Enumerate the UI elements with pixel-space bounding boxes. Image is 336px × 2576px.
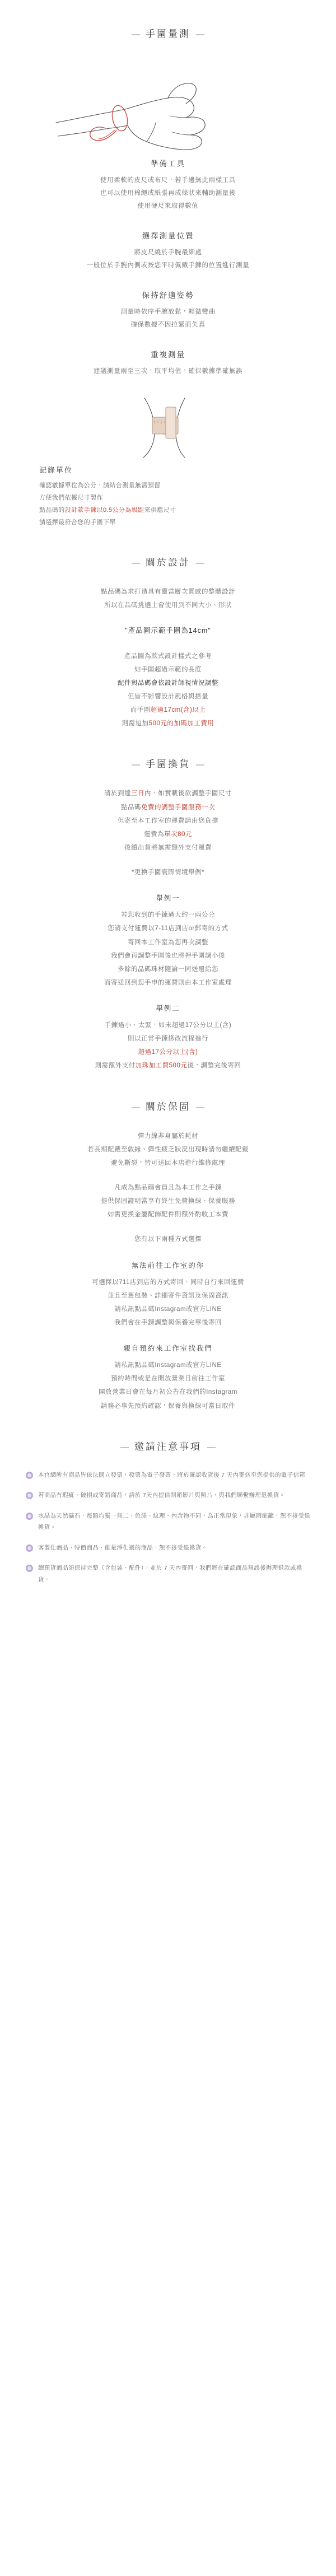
para-line: 如手圍超過示範的長度 [134, 666, 202, 673]
para-line: 但寄至本工作室的運費請由您負擔 [118, 817, 218, 824]
design-highlight-fee: 500元的加碼加工費用 [148, 720, 214, 727]
para-line: 您請支付運費以7-11店到店or郵寄的方式 [108, 925, 228, 932]
exchange-case-2-title: 舉例二 [156, 1005, 180, 1013]
para-line-emphasis: 配件與品碼會依設計師視情況調整 [118, 679, 218, 687]
para-line: 預約時間或是在開放營業日前往工作室 [111, 1375, 225, 1383]
hand-illustration [0, 57, 336, 152]
block-line: 測量時依序手腕放鬆，輕微彎曲 [120, 309, 216, 315]
list-item [26, 1469, 310, 1481]
para-line: 寄回本工作室為您再次調整 [128, 939, 208, 946]
section-heading-warranty-text: 關於保固 [146, 1101, 190, 1112]
para-line: 請務必事先預約確認，保養與換線可當日取件 [101, 1402, 235, 1410]
section-heading-design [0, 554, 336, 568]
note-highlight-text: 設計款手鍊以0.5公分為級距 [64, 507, 144, 514]
list-item [26, 1490, 310, 1501]
para-line: 後續出貨將無需額外支付運費 [124, 844, 212, 851]
warranty-paragraph-1 [0, 1130, 336, 1170]
para-line: 我們會在手鍊調整與保養完畢後寄回 [114, 1319, 222, 1327]
page-root [0, 26, 336, 1585]
para-line: 開放營業日會在每月初公告在我們的Instagram [99, 1389, 237, 1396]
exchange-case-1-body [0, 908, 336, 990]
dash-right: — [196, 30, 204, 39]
dash-right: — [196, 1102, 204, 1112]
exchange-case-2-body [0, 1019, 336, 1073]
block-line: 建議測量兩至三次，取平均值，確保數據準確無誤 [93, 368, 243, 375]
exchange-highlight-days: 三日內 [131, 790, 151, 797]
para-line: 所以在品碼挑選上會使用到不同大小、形狀 [104, 602, 232, 609]
para-line: *更換手圍寰際情境舉例* [132, 869, 204, 876]
dash-left: — [132, 558, 140, 568]
design-quote [0, 623, 336, 638]
para-line: 但皆不影響設計風格與搭量 [128, 693, 208, 700]
list-item-text: 水晶為天然礦石，每顆均獨一無二、色澤、紋理、內含物不同，為正常現象，非屬瑕疵籲，恕不接受退換貨。 [38, 1512, 310, 1531]
warranty-sub-visit-body [0, 1359, 336, 1413]
exchange-examples-label [0, 866, 336, 879]
note-line: 請選擇最符合您的手圍下單 [39, 519, 116, 526]
exchange-paragraph-1 [0, 787, 336, 855]
note-title-record-unit: 記錄單位 [39, 466, 73, 474]
para-line: 並且至舊包裝、詳細寄件資訊及保固資訊 [108, 1292, 228, 1299]
para-line: 若長期配戴至敦緣、彈性疲乏狀況出現時請勿繼續配戴 [87, 1146, 249, 1153]
block-line: 一般位於手腕內側或按您平時佩戴手鍊的位置進行測量 [86, 262, 250, 269]
block-prepare-tools [0, 157, 336, 213]
section-heading-exchange [0, 756, 336, 770]
block-line: 將皮尺繞於手腕最細處 [134, 249, 202, 256]
list-item [26, 1562, 310, 1585]
block-title-measure-position: 選擇測量位置 [142, 232, 194, 240]
block-line: 使用硬尺來取得數值 [137, 203, 199, 209]
bullet-dot-icon [26, 1513, 33, 1520]
para-line: 提供保固證明當享有終生免費換線、保養服務 [101, 1198, 235, 1205]
dash-right: — [196, 558, 204, 568]
warranty-sub-visit-title: 親自預約來工作室找我們 [123, 1345, 213, 1353]
section-heading-measure [0, 26, 336, 40]
list-item-text: 總預貨商品須保持完整（含包裝、配件），並於 7 天內寄回，我們將在確認商品無誤後辦理退款或換貨。 [38, 1565, 302, 1583]
para-line-with-highlight: 請於到達三日內，如實載後欲調整手圍尺寸 [104, 790, 232, 797]
para-line: 可選擇以711店到店的方式寄回，同時自行來回運費 [92, 1278, 244, 1286]
para-line: 則以正常手鍊修改流程進行 [128, 1035, 208, 1043]
hand-illustration-svg [0, 57, 336, 152]
dash-left: — [132, 30, 140, 39]
para-line: 彈力線非身屬於耗材 [138, 1132, 198, 1140]
para-quote-line: "產品圖示範手圍為14cm" [125, 627, 211, 635]
section-heading-warranty [0, 1099, 336, 1113]
exchange-case-2-highlight-fee: 加珠加工費500元 [135, 1062, 188, 1070]
para-line: 避免斷裂，皆可送回本店進行維修處理 [111, 1159, 225, 1166]
para-line: 點品碼為求打造具有靈當層次質感的整體設計 [101, 589, 235, 595]
dash-right: — [207, 1442, 216, 1452]
para-line-with-highlight: 點品碼免費的調整手圍服務一次 [121, 804, 215, 811]
section-heading-measure-text: 手圍量測 [146, 29, 190, 39]
block-title-comfortable-posture: 保持舒適姿勢 [142, 291, 194, 300]
para-line: 凡成為點品碼會員且為本工作之手鍊 [114, 1184, 222, 1192]
para-line: 如需更換金屬配飾配件則額外酌收工本費 [108, 1211, 228, 1219]
warranty-paragraph-3 [0, 1233, 336, 1246]
block-line: 確保數據不因拉緊而失真 [130, 321, 206, 328]
bullet-dot-icon [26, 1492, 33, 1499]
warranty-paragraph-2 [0, 1181, 336, 1221]
block-title-repeat-measure: 重複測量 [151, 351, 185, 359]
section-heading-exchange-text: 手圍換貨 [146, 759, 190, 770]
wrist-tape-illustration [0, 395, 336, 462]
note-line: 方便我們依據尺寸製作 [39, 494, 103, 501]
list-item-text: 客製化商品、特價商品、能量淨化過的商品，恕不接受退換貨。 [38, 1544, 208, 1551]
dash-left: — [132, 760, 140, 770]
exchange-highlight-free-service: 免費的調整手圍服務一次 [141, 804, 215, 811]
dash-left: — [132, 1102, 140, 1112]
list-item-text: 本官網所有商品皆依法開立發票，發票為電子發票，將於確認收貨後 7 天內寄送至您提供的電子信箱 [38, 1471, 305, 1478]
note-line-highlight: 點品碼的設計款手鍊以0.5公分為級距來供應尺寸 [39, 507, 176, 514]
section-heading-notice-text: 邀請注意事項 [134, 1441, 202, 1452]
block-repeat-measure [0, 348, 336, 378]
exchange-case-2-highlight-length: 超過17公分以上(含) [138, 1049, 198, 1056]
section-heading-notice [0, 1439, 336, 1453]
bullet-dot-icon [26, 1565, 33, 1572]
para-line-with-highlight: 運費為單次80元 [144, 830, 192, 838]
design-paragraph-1 [0, 585, 336, 612]
para-line: 而寄送回到您手申的運費則由本工作室處理 [104, 979, 232, 986]
para-line-with-highlight: 則需追加500元的加碼加工費用 [122, 720, 214, 727]
notice-bullet-list [0, 1469, 336, 1585]
wrist-tape-illustration-svg [0, 395, 336, 462]
warranty-sub-remote-body [0, 1276, 336, 1330]
exchange-highlight-shipping-fee: 單次80元 [164, 830, 192, 838]
para-line: 產品圖為款式設計樣式之參考 [124, 652, 212, 660]
note-line: 確認數據單位為公分，請結合測量無需預留 [39, 482, 161, 489]
list-item [26, 1542, 310, 1553]
block-comfortable-posture [0, 289, 336, 332]
block-line: 也可以使用棉繩或紙張再成條狀來輔助測量後 [100, 190, 236, 197]
para-line: 若您收到的手鍊過大約一兩公分 [121, 912, 215, 919]
dash-left: — [120, 1442, 129, 1452]
design-highlight-length: 超過17cm(含)以上 [150, 707, 206, 714]
section-heading-design-text: 關於設計 [146, 557, 190, 568]
exchange-case-1-title: 舉例一 [156, 894, 180, 903]
bullet-dot-icon [26, 1544, 33, 1552]
para-line-with-highlight: 而手圍超過17cm(含)以上 [130, 707, 206, 714]
list-item [26, 1510, 310, 1533]
block-line: 使用柔軟的皮尺或布尺，若手邊無此兩樣工具 [100, 177, 236, 184]
para-line-with-highlight: 則需額外支付加珠加工費500元後，調整完後寄回 [95, 1062, 241, 1070]
note-record-unit [0, 464, 336, 529]
bullet-dot-icon [26, 1472, 33, 1479]
para-line: 請私訊點品碼Instagram或官方LINE [114, 1362, 222, 1369]
para-line: 我們會再調整手圍後也將押手圍調小後 [111, 952, 225, 959]
block-title-prepare-tools: 準備工具 [151, 160, 185, 168]
warranty-sub-remote-title: 無法前往工作室的你 [131, 1261, 205, 1270]
dash-right: — [196, 760, 204, 770]
para-line: 您有以下兩種方式選擇 [134, 1236, 202, 1243]
para-line: 手鍊過小、太緊，如未超過17公分以上(含) [104, 1022, 232, 1029]
block-measure-position [0, 230, 336, 272]
para-line: 多餘的晶碼珠材隨論一同送還給您 [118, 965, 218, 973]
para-line: 請私訊點品碼Instagram或官方LINE [114, 1305, 222, 1313]
list-item-text: 若商品有瑕疵、破損或寄錯商品，請於 7天內提供開箱影片與照片，與我們聯繫辦理退換貨。 [38, 1492, 286, 1499]
design-paragraph-2 [0, 650, 336, 731]
